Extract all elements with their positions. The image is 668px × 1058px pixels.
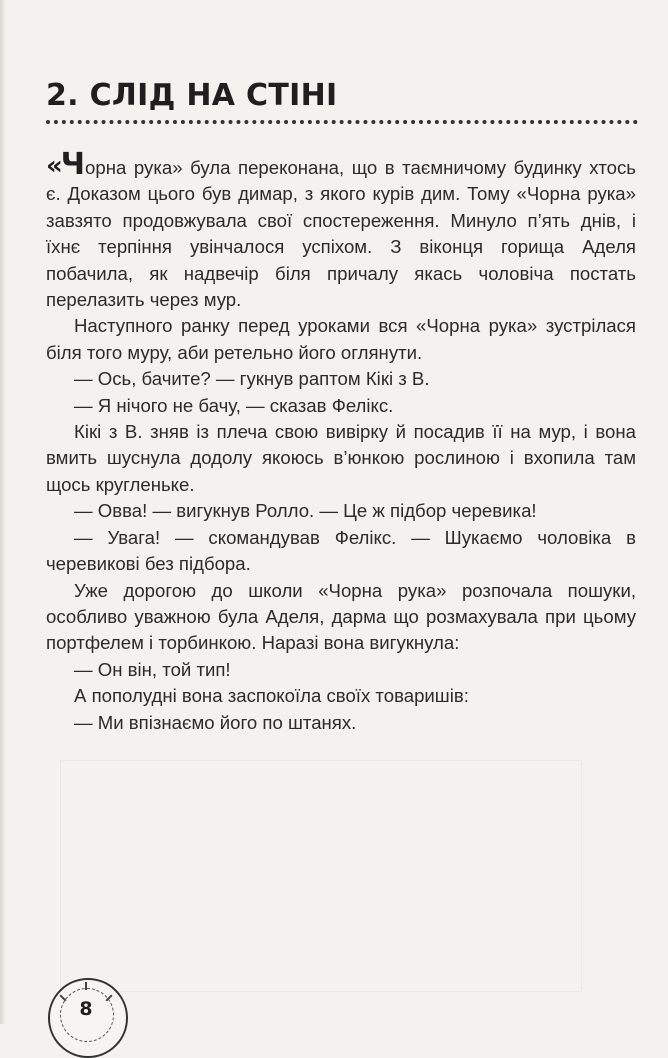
dialogue-line: — Увага! — скомандував Фелікс. — Шукаємо чоловіка в черевикові без підбора. (46, 526, 636, 575)
page-number-badge (48, 978, 128, 1058)
dialogue-line: — Овва! — вигукнув Ролло. — Це ж підбор черевика! (74, 500, 537, 522)
paragraph: Уже дорогою до школи «Чорна рука» розпочала пошуки, особливо уважною була Аделя, дарма що розмахувала при цьому портфелем і торбинкою. Наразі вона вигукнула: (46, 579, 636, 654)
dialogue-line: — Он він, той тип! (74, 658, 231, 680)
dialogue-line: — Ось, бачите? — гукнув раптом Кікі з В. (74, 368, 430, 390)
page-number: 8 (79, 998, 93, 1020)
paragraph: Кікі з В. зняв із плеча свою вивірку й посадив її на мур, і вона вмить шуснула додолу якоюсь в’юнкою рослиною і вхопила там щось кругленьке. (46, 421, 636, 495)
page-edge-shadow (0, 0, 6, 1024)
badge-stitch (85, 982, 87, 990)
drop-cap: Ч (60, 147, 86, 182)
paragraph: Наступного ранку перед уроками вся «Чорна рука» зустрілася біля того муру, аби ретельно його оглянути. (46, 315, 636, 363)
chapter-title: 2. СЛІД НА СТІНІ (46, 78, 338, 113)
dotted-divider (46, 120, 638, 124)
chapter-text (46, 147, 636, 736)
paragraph: А пополудні вона заспокоїла своїх товаришів: (74, 685, 469, 707)
dialogue-line: — Ми впізнаємо його по штанях. (74, 711, 357, 733)
dialogue-line: — Я нічого не бачу, — сказав Фелікс. (74, 394, 394, 416)
opening-quote: « (46, 151, 61, 181)
first-paragraph-text: орна рука» була переконана, що в таємничому будинку хтось є. Доказом цього був димар, з якого курів дим. Тому «Чорна рука» завзято продовжувала свої спостереження. Минуло п’ять днів, і їхнє терпіння увінчалося успіхом. З віконця горища Аделя побачила, як надвечір біля причалу якась чоловіча постать перелазить через мур. (46, 157, 636, 311)
first-paragraph (46, 147, 636, 313)
show-through-illustration (60, 760, 582, 992)
